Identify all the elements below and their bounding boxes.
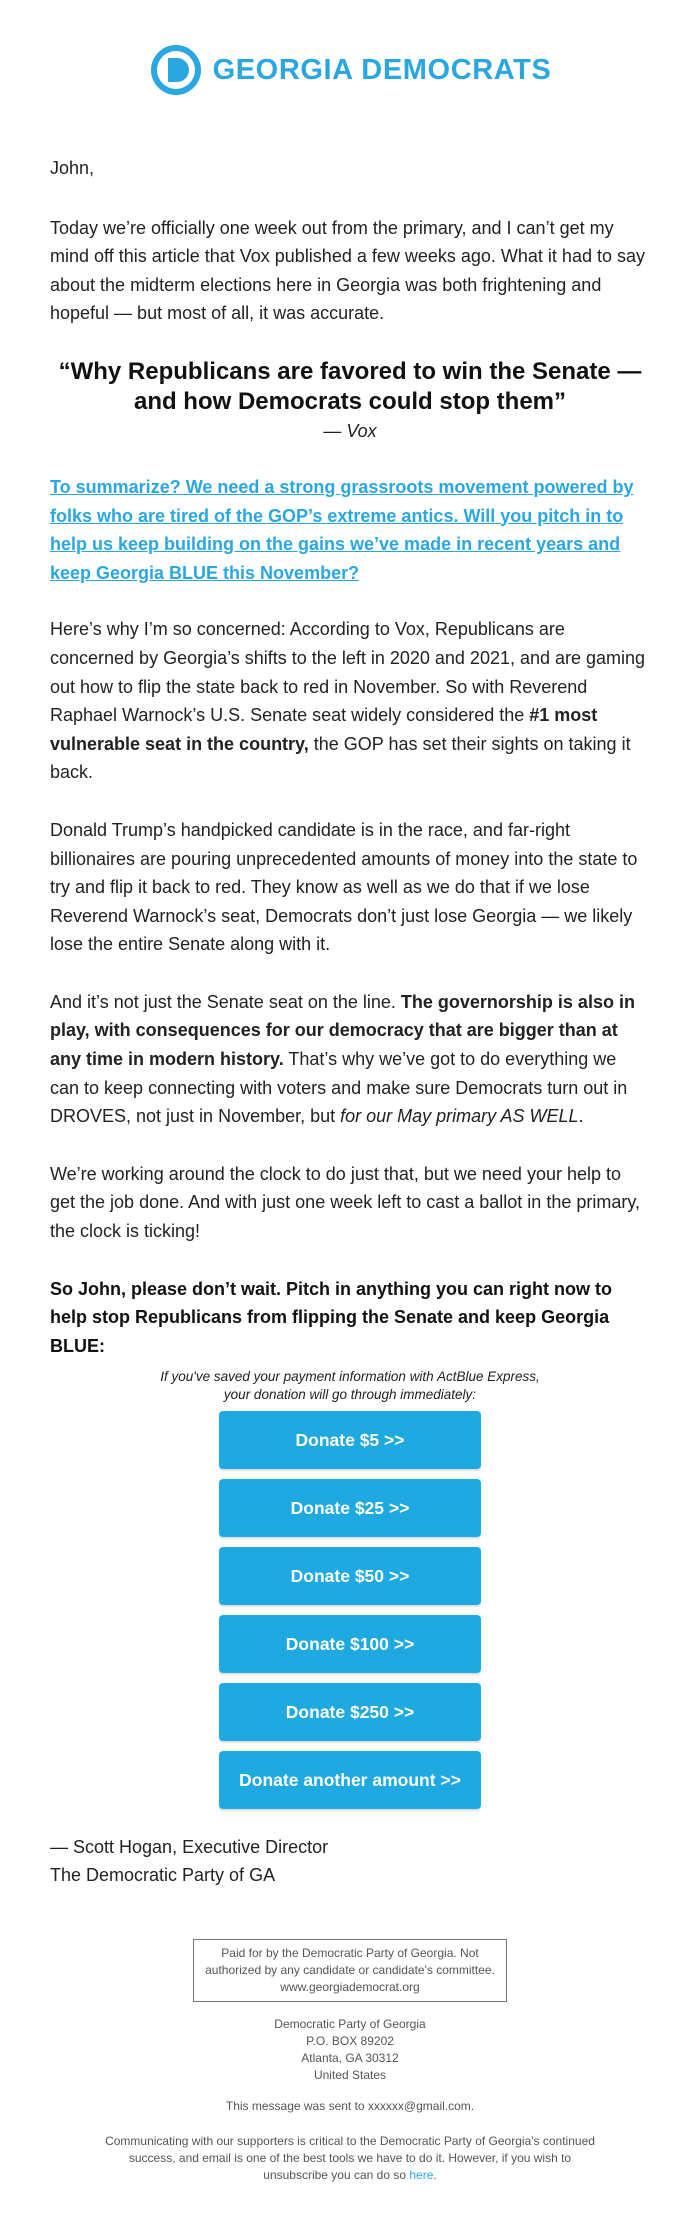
paragraph-concern — [50, 615, 650, 787]
democrats-d-icon — [149, 43, 203, 97]
unsubscribe-text: Communicating with our supporters is critical to the Democratic Party of Georgia's continued success, and email is one of the best tools we have to do it. However, if you wish to unsubscribe you can do so — [105, 2134, 595, 2183]
donate-100-button[interactable]: Donate $100 >> — [219, 1615, 481, 1673]
paragraph-governorship — [50, 988, 650, 1131]
paid-for-disclaimer — [193, 1939, 507, 2002]
signature-name: — Scott Hogan, Executive Director — [50, 1837, 329, 1858]
vox-quote — [50, 357, 650, 443]
email-body — [0, 154, 700, 1889]
signature — [50, 1833, 650, 1889]
unsubscribe-notice — [100, 2133, 600, 2184]
saved-note-line-1: If you've saved your payment information with ActBlue Express, — [160, 1369, 540, 1385]
paragraph-clock-ticking: We’re working around the clock to do just that, but we need your help to get the job done. And with just one week left to cast a ballot in the primary, the clock is ticking! — [50, 1163, 641, 1242]
unsubscribe-link[interactable]: here — [409, 2168, 434, 2183]
paid-for-line-2: authorized by any candidate or candidate's committee. — [205, 1963, 495, 1978]
brand-logo[interactable] — [149, 43, 552, 97]
donate-25-button[interactable]: Donate $25 >> — [219, 1479, 481, 1537]
paragraph-governorship-text: And it’s not just the Senate seat on the line. — [50, 991, 401, 1012]
donate-button-list — [50, 1411, 650, 1819]
unsubscribe-end: . — [433, 2168, 437, 2183]
donate-5-button[interactable]: Donate $5 >> — [219, 1411, 481, 1469]
paragraph-governorship-text-mid: That’s why we’ve got to do everything we can to keep connecting with voters and make sure Democrats turn out in DROVES, not just in November, but — [50, 1049, 628, 1127]
sent-to-notice: This message was sent to xxxxxx@gmail.com. — [225, 2099, 475, 2114]
website-url: www.georgiademocrat.org — [280, 1980, 420, 1995]
paragraph-intro: Today we’re officially one week out from the primary, and I can’t get my mind off this article that Vox published a few weeks ago. What it had to say about the midterm elections here in Georgia was both frightening and hopeful — but most of all, it was accurate. — [50, 217, 645, 324]
email-header — [0, 0, 700, 140]
quote-text: “Why Republicans are favored to win the Senate — and how Democrats could stop them” — [58, 357, 642, 415]
address-line: Democratic Party of Georgia — [274, 2017, 426, 2032]
paid-for-line-1: Paid for by the Democratic Party of Georgia. Not — [221, 1946, 479, 1961]
governorship-emphasis: The governorship is also in play, with consequences for our democracy that are bigger than at any time in modern history. — [50, 991, 635, 1070]
quote-source: — Vox — [323, 420, 377, 441]
actblue-express-note — [50, 1368, 650, 1404]
paragraph-governorship-text-end: . — [578, 1106, 584, 1127]
paragraph-concern-text: Here’s why I’m so concerned: According to Vox, Republicans are concerned by Georgia’s shifts to the left in 2020 and 2021, and are gaming out how to flip the state back to red in November. So with Reverend Raphael Warnock’s U.S. Senate seat widely considered the — [50, 619, 646, 726]
paragraph-trump-candidate: Donald Trump’s handpicked candidate is in the race, and far-right billionaires are pouring unprecedented amounts of money into the state to try and flip it back to red. They know as well as we do that if we lose Reverend Warnock’s seat, Democrats don’t just lose Georgia — we likely lose the entire Senate along with it. — [50, 819, 638, 955]
mailing-address — [0, 2016, 700, 2084]
signature-org: The Democratic Party of GA — [50, 1865, 276, 1886]
donate-other-amount-button[interactable]: Donate another amount >> — [219, 1751, 481, 1809]
brand-name: GEORGIA DEMOCRATS — [212, 53, 552, 86]
saved-note-line-2: your donation will go through immediately: — [223, 1387, 477, 1403]
donate-callout-link[interactable]: To summarize? We need a strong grassroots movement powered by folks who are tired of the GOP’s extreme antics. Will you pitch in to help us keep building on the gains we’ve made in recent years and keep Georgia BLUE this November? — [50, 476, 634, 583]
greeting: John, — [50, 158, 95, 178]
address-line: Atlanta, GA 30312 — [301, 2051, 399, 2066]
email-footer — [0, 1939, 700, 2184]
paragraph-concern-text-end: the GOP has set their sights on taking it back. — [50, 733, 631, 783]
donate-50-button[interactable]: Donate $50 >> — [219, 1547, 481, 1605]
donate-250-button[interactable]: Donate $250 >> — [219, 1683, 481, 1741]
final-ask: So John, please don’t wait. Pitch in anything you can right now to help stop Republicans from flipping the Senate and keep Georgia BLUE: — [50, 1278, 613, 1356]
vulnerable-seat-emphasis: #1 most vulnerable seat in the country, — [50, 705, 598, 754]
primary-emphasis: for our May primary AS WELL — [340, 1106, 579, 1127]
address-line: United States — [313, 2068, 387, 2083]
address-line: P.O. BOX 89202 — [306, 2034, 394, 2049]
